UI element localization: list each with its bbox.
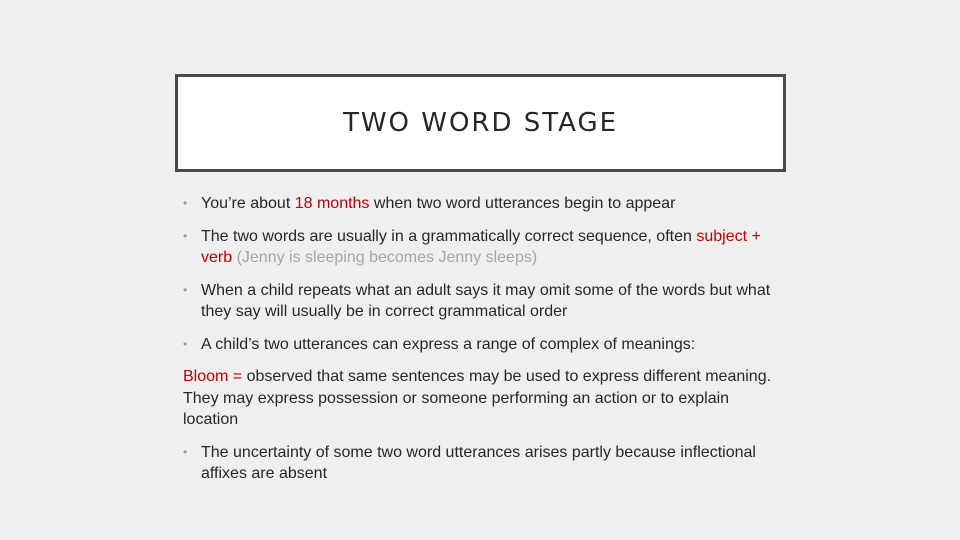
bullet-icon: • [183, 196, 188, 210]
bullet-text: When a child repeats what an adult says it may omit some of the words but what they say will usually be in correct grammatical order [201, 281, 771, 320]
highlight-text: 18 months [294, 195, 370, 212]
bullet-icon: • [183, 282, 188, 297]
slide-title: TWO WORD STAGE [342, 108, 619, 138]
bullet-text: You’re about [201, 195, 295, 212]
bullet-text: A child’s two utterances can express a range of complex of meanings: [201, 335, 696, 353]
bullet-text: The uncertainty of some two word utterances arises partly because inflectional affixes are absent [201, 443, 756, 482]
bullet-item [183, 193, 783, 215]
note-paragraph [183, 366, 783, 431]
note-text: observed that same sentences may be used to express different meaning. They may express possession or someone performing an action or to explain location [183, 368, 772, 428]
bullet-item [183, 280, 783, 323]
bullet-text: when two word utterances begin to appear [369, 195, 676, 212]
bullet-item [183, 334, 783, 356]
bullet-item [183, 226, 783, 269]
bullet-item [183, 442, 783, 485]
highlight-text: subject + verb [201, 227, 761, 266]
slide-body [183, 193, 783, 496]
bullet-icon: • [183, 228, 188, 243]
bullet-icon: • [183, 444, 188, 459]
bullet-text: The two words are usually in a grammatically correct sequence, often [201, 227, 697, 245]
highlight-text: Bloom = [183, 368, 247, 385]
example-text: (Jenny is sleeping becomes Jenny sleeps) [232, 249, 538, 266]
bullet-icon: • [183, 336, 188, 351]
title-box [175, 74, 786, 172]
